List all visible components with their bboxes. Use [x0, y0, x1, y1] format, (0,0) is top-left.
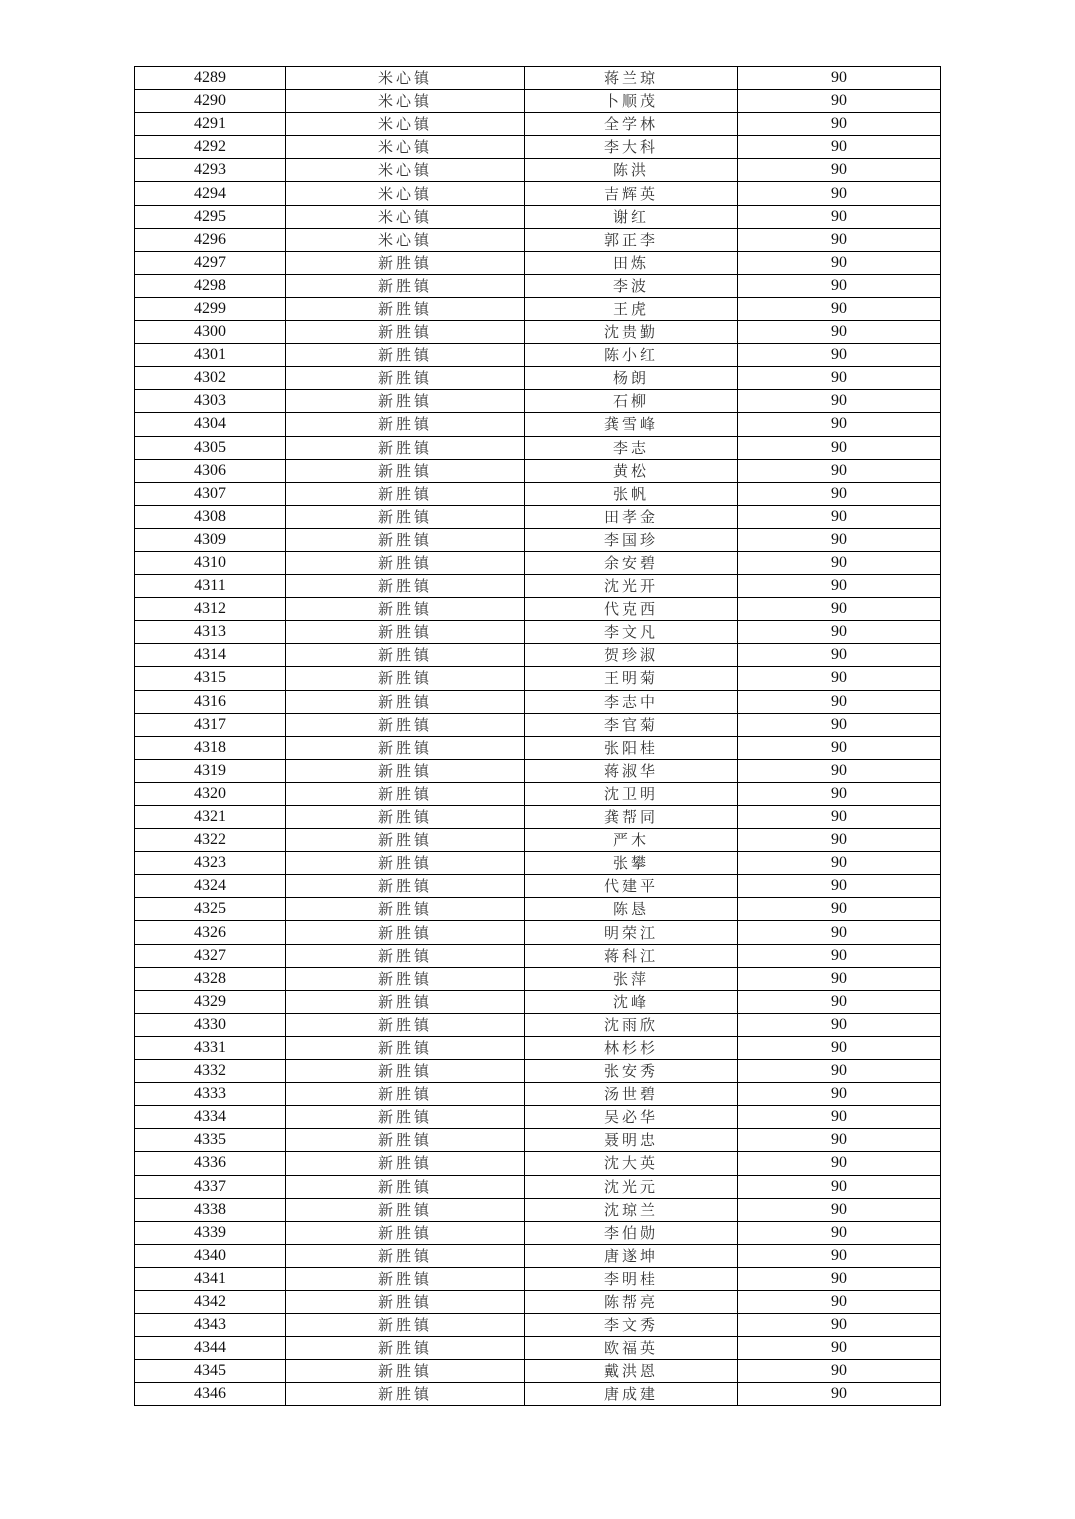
- table-row: [135, 390, 941, 413]
- score-cell: 90: [738, 113, 941, 136]
- table-row: [135, 297, 941, 320]
- row-number-cell: 4311: [135, 575, 286, 598]
- score-cell: 90: [738, 852, 941, 875]
- table-row: [135, 1060, 941, 1083]
- score-cell: 90: [738, 575, 941, 598]
- town-cell: 新胜镇: [286, 736, 525, 759]
- score-cell: 90: [738, 413, 941, 436]
- table-row: [135, 1290, 941, 1313]
- table-row: [135, 898, 941, 921]
- score-cell: 90: [738, 159, 941, 182]
- table-row: [135, 1013, 941, 1036]
- person-name-cell: 李文秀: [525, 1314, 738, 1337]
- town-cell: 米心镇: [286, 228, 525, 251]
- score-cell: 90: [738, 551, 941, 574]
- row-number-cell: 4332: [135, 1060, 286, 1083]
- town-cell: 新胜镇: [286, 575, 525, 598]
- table-row: [135, 1129, 941, 1152]
- row-number-cell: 4303: [135, 390, 286, 413]
- table-row: [135, 1360, 941, 1383]
- score-cell: 90: [738, 182, 941, 205]
- table-row: [135, 690, 941, 713]
- row-number-cell: 4322: [135, 829, 286, 852]
- score-cell: 90: [738, 367, 941, 390]
- score-cell: 90: [738, 1383, 941, 1406]
- table-row: [135, 228, 941, 251]
- person-name-cell: 李志中: [525, 690, 738, 713]
- table-row: [135, 1175, 941, 1198]
- town-cell: 新胜镇: [286, 413, 525, 436]
- table-row: [135, 1152, 941, 1175]
- town-cell: 新胜镇: [286, 1152, 525, 1175]
- row-number-cell: 4301: [135, 344, 286, 367]
- row-number-cell: 4337: [135, 1175, 286, 1198]
- row-number-cell: 4312: [135, 598, 286, 621]
- row-number-cell: 4328: [135, 967, 286, 990]
- table-row: [135, 344, 941, 367]
- row-number-cell: 4307: [135, 482, 286, 505]
- score-cell: 90: [738, 806, 941, 829]
- person-name-cell: 陈恳: [525, 898, 738, 921]
- person-name-cell: 戴洪恩: [525, 1360, 738, 1383]
- person-name-cell: 谢红: [525, 205, 738, 228]
- row-number-cell: 4334: [135, 1106, 286, 1129]
- row-number-cell: 4323: [135, 852, 286, 875]
- town-cell: 新胜镇: [286, 344, 525, 367]
- score-cell: 90: [738, 344, 941, 367]
- person-name-cell: 蒋科江: [525, 944, 738, 967]
- town-cell: 米心镇: [286, 67, 525, 90]
- score-cell: 90: [738, 1152, 941, 1175]
- row-number-cell: 4310: [135, 551, 286, 574]
- row-number-cell: 4295: [135, 205, 286, 228]
- town-cell: 新胜镇: [286, 1360, 525, 1383]
- score-cell: 90: [738, 759, 941, 782]
- score-cell: 90: [738, 1314, 941, 1337]
- person-name-cell: 代建平: [525, 875, 738, 898]
- table-row: [135, 482, 941, 505]
- row-number-cell: 4313: [135, 621, 286, 644]
- score-cell: 90: [738, 898, 941, 921]
- town-cell: 新胜镇: [286, 1337, 525, 1360]
- town-cell: 新胜镇: [286, 1106, 525, 1129]
- row-number-cell: 4339: [135, 1221, 286, 1244]
- town-cell: 米心镇: [286, 90, 525, 113]
- row-number-cell: 4325: [135, 898, 286, 921]
- person-name-cell: 黄松: [525, 459, 738, 482]
- town-cell: 新胜镇: [286, 1244, 525, 1267]
- person-name-cell: 卜顺茂: [525, 90, 738, 113]
- score-cell: 90: [738, 1106, 941, 1129]
- score-cell: 90: [738, 713, 941, 736]
- row-number-cell: 4304: [135, 413, 286, 436]
- town-cell: 新胜镇: [286, 436, 525, 459]
- row-number-cell: 4289: [135, 67, 286, 90]
- table-row: [135, 921, 941, 944]
- table-row: [135, 944, 941, 967]
- town-cell: 新胜镇: [286, 390, 525, 413]
- score-cell: 90: [738, 1060, 941, 1083]
- person-name-cell: 陈洪: [525, 159, 738, 182]
- town-cell: 新胜镇: [286, 1060, 525, 1083]
- row-number-cell: 4302: [135, 367, 286, 390]
- person-name-cell: 贺珍淑: [525, 644, 738, 667]
- table-row: [135, 875, 941, 898]
- row-number-cell: 4293: [135, 159, 286, 182]
- town-cell: 新胜镇: [286, 1290, 525, 1313]
- person-name-cell: 沈峰: [525, 990, 738, 1013]
- score-cell: 90: [738, 274, 941, 297]
- score-cell: 90: [738, 1267, 941, 1290]
- score-cell: 90: [738, 1198, 941, 1221]
- person-name-cell: 张安秀: [525, 1060, 738, 1083]
- town-cell: 新胜镇: [286, 644, 525, 667]
- person-name-cell: 陈帮亮: [525, 1290, 738, 1313]
- town-cell: 米心镇: [286, 159, 525, 182]
- score-cell: 90: [738, 967, 941, 990]
- person-name-cell: 李官菊: [525, 713, 738, 736]
- table-row: [135, 759, 941, 782]
- table-row: [135, 113, 941, 136]
- person-name-cell: 沈卫明: [525, 782, 738, 805]
- table-row: [135, 1314, 941, 1337]
- score-cell: 90: [738, 736, 941, 759]
- table-row: [135, 1106, 941, 1129]
- person-name-cell: 唐遂坤: [525, 1244, 738, 1267]
- table-row: [135, 274, 941, 297]
- score-cell: 90: [738, 829, 941, 852]
- table-row: [135, 136, 941, 159]
- table-row: [135, 159, 941, 182]
- row-number-cell: 4324: [135, 875, 286, 898]
- person-name-cell: 代克西: [525, 598, 738, 621]
- row-number-cell: 4333: [135, 1083, 286, 1106]
- town-cell: 新胜镇: [286, 759, 525, 782]
- score-cell: 90: [738, 621, 941, 644]
- score-cell: 90: [738, 228, 941, 251]
- row-number-cell: 4321: [135, 806, 286, 829]
- town-cell: 新胜镇: [286, 1036, 525, 1059]
- town-cell: 米心镇: [286, 113, 525, 136]
- table-row: [135, 182, 941, 205]
- row-number-cell: 4336: [135, 1152, 286, 1175]
- score-cell: 90: [738, 644, 941, 667]
- row-number-cell: 4326: [135, 921, 286, 944]
- score-cell: 90: [738, 205, 941, 228]
- table-row: [135, 621, 941, 644]
- score-cell: 90: [738, 782, 941, 805]
- table-row: [135, 505, 941, 528]
- score-cell: 90: [738, 1221, 941, 1244]
- town-cell: 新胜镇: [286, 1013, 525, 1036]
- person-name-cell: 余安碧: [525, 551, 738, 574]
- score-cell: 90: [738, 1083, 941, 1106]
- table-row: [135, 575, 941, 598]
- person-name-cell: 欧福英: [525, 1337, 738, 1360]
- town-cell: 新胜镇: [286, 321, 525, 344]
- row-number-cell: 4315: [135, 667, 286, 690]
- row-number-cell: 4319: [135, 759, 286, 782]
- table-row: [135, 806, 941, 829]
- town-cell: 新胜镇: [286, 1383, 525, 1406]
- row-number-cell: 4296: [135, 228, 286, 251]
- person-name-cell: 蒋兰琼: [525, 67, 738, 90]
- person-name-cell: 李文凡: [525, 621, 738, 644]
- row-number-cell: 4327: [135, 944, 286, 967]
- score-cell: 90: [738, 67, 941, 90]
- table-row: [135, 67, 941, 90]
- person-name-cell: 沈大英: [525, 1152, 738, 1175]
- row-number-cell: 4340: [135, 1244, 286, 1267]
- town-cell: 新胜镇: [286, 782, 525, 805]
- person-name-cell: 田孝金: [525, 505, 738, 528]
- table-row: [135, 990, 941, 1013]
- table-row: [135, 205, 941, 228]
- town-cell: 新胜镇: [286, 1129, 525, 1152]
- town-cell: 新胜镇: [286, 367, 525, 390]
- person-name-cell: 龚帮同: [525, 806, 738, 829]
- row-number-cell: 4335: [135, 1129, 286, 1152]
- table-row: [135, 528, 941, 551]
- person-name-cell: 王虎: [525, 297, 738, 320]
- table-row: [135, 321, 941, 344]
- town-cell: 新胜镇: [286, 690, 525, 713]
- town-cell: 新胜镇: [286, 852, 525, 875]
- row-number-cell: 4292: [135, 136, 286, 159]
- row-number-cell: 4329: [135, 990, 286, 1013]
- town-cell: 新胜镇: [286, 551, 525, 574]
- town-cell: 新胜镇: [286, 459, 525, 482]
- town-cell: 新胜镇: [286, 1175, 525, 1198]
- person-name-cell: 田炼: [525, 251, 738, 274]
- town-cell: 新胜镇: [286, 297, 525, 320]
- row-number-cell: 4300: [135, 321, 286, 344]
- table-row: [135, 1221, 941, 1244]
- person-name-cell: 杨朗: [525, 367, 738, 390]
- table-row: [135, 1337, 941, 1360]
- score-cell: 90: [738, 482, 941, 505]
- row-number-cell: 4308: [135, 505, 286, 528]
- score-cell: 90: [738, 667, 941, 690]
- table-row: [135, 1244, 941, 1267]
- person-name-cell: 明荣江: [525, 921, 738, 944]
- table-row: [135, 667, 941, 690]
- table-row: [135, 782, 941, 805]
- town-cell: 新胜镇: [286, 898, 525, 921]
- score-cell: 90: [738, 90, 941, 113]
- score-cell: 90: [738, 390, 941, 413]
- table-row: [135, 459, 941, 482]
- town-cell: 新胜镇: [286, 921, 525, 944]
- person-name-cell: 陈小红: [525, 344, 738, 367]
- table-row: [135, 644, 941, 667]
- town-cell: 新胜镇: [286, 713, 525, 736]
- town-cell: 新胜镇: [286, 251, 525, 274]
- person-name-cell: 李国珍: [525, 528, 738, 551]
- town-cell: 新胜镇: [286, 1083, 525, 1106]
- row-number-cell: 4342: [135, 1290, 286, 1313]
- person-name-cell: 汤世碧: [525, 1083, 738, 1106]
- score-cell: 90: [738, 528, 941, 551]
- score-cell: 90: [738, 1175, 941, 1198]
- score-cell: 90: [738, 1337, 941, 1360]
- table-row: [135, 829, 941, 852]
- score-cell: 90: [738, 505, 941, 528]
- row-number-cell: 4343: [135, 1314, 286, 1337]
- person-name-cell: 沈琼兰: [525, 1198, 738, 1221]
- person-name-cell: 吉辉英: [525, 182, 738, 205]
- person-name-cell: 郭正李: [525, 228, 738, 251]
- town-cell: 新胜镇: [286, 990, 525, 1013]
- town-cell: 新胜镇: [286, 598, 525, 621]
- row-number-cell: 4318: [135, 736, 286, 759]
- person-name-cell: 张阳桂: [525, 736, 738, 759]
- town-cell: 新胜镇: [286, 1198, 525, 1221]
- person-name-cell: 李大科: [525, 136, 738, 159]
- table-row: [135, 852, 941, 875]
- row-number-cell: 4344: [135, 1337, 286, 1360]
- table-row: [135, 551, 941, 574]
- score-cell: 90: [738, 921, 941, 944]
- table-row: [135, 1383, 941, 1406]
- score-cell: 90: [738, 1129, 941, 1152]
- table-row: [135, 1083, 941, 1106]
- town-cell: 新胜镇: [286, 806, 525, 829]
- row-number-cell: 4309: [135, 528, 286, 551]
- row-number-cell: 4314: [135, 644, 286, 667]
- town-cell: 新胜镇: [286, 505, 525, 528]
- row-number-cell: 4330: [135, 1013, 286, 1036]
- person-name-cell: 石柳: [525, 390, 738, 413]
- table-row: [135, 367, 941, 390]
- town-cell: 新胜镇: [286, 1267, 525, 1290]
- person-name-cell: 王明菊: [525, 667, 738, 690]
- person-name-cell: 龚雪峰: [525, 413, 738, 436]
- table-row: [135, 436, 941, 459]
- row-number-cell: 4290: [135, 90, 286, 113]
- row-number-cell: 4306: [135, 459, 286, 482]
- row-number-cell: 4338: [135, 1198, 286, 1221]
- row-number-cell: 4317: [135, 713, 286, 736]
- town-cell: 新胜镇: [286, 274, 525, 297]
- score-cell: 90: [738, 436, 941, 459]
- person-name-cell: 林杉杉: [525, 1036, 738, 1059]
- roster-table: [134, 66, 941, 1406]
- row-number-cell: 4331: [135, 1036, 286, 1059]
- person-name-cell: 张攀: [525, 852, 738, 875]
- score-cell: 90: [738, 1244, 941, 1267]
- score-cell: 90: [738, 690, 941, 713]
- table-row: [135, 736, 941, 759]
- table-row: [135, 967, 941, 990]
- score-cell: 90: [738, 1013, 941, 1036]
- score-cell: 90: [738, 990, 941, 1013]
- table-row: [135, 90, 941, 113]
- person-name-cell: 李志: [525, 436, 738, 459]
- town-cell: 新胜镇: [286, 1221, 525, 1244]
- town-cell: 新胜镇: [286, 482, 525, 505]
- person-name-cell: 沈光元: [525, 1175, 738, 1198]
- row-number-cell: 4298: [135, 274, 286, 297]
- town-cell: 新胜镇: [286, 967, 525, 990]
- town-cell: 米心镇: [286, 136, 525, 159]
- row-number-cell: 4294: [135, 182, 286, 205]
- row-number-cell: 4341: [135, 1267, 286, 1290]
- row-number-cell: 4299: [135, 297, 286, 320]
- score-cell: 90: [738, 1290, 941, 1313]
- person-name-cell: 李波: [525, 274, 738, 297]
- person-name-cell: 李伯勋: [525, 1221, 738, 1244]
- score-cell: 90: [738, 1360, 941, 1383]
- row-number-cell: 4316: [135, 690, 286, 713]
- town-cell: 新胜镇: [286, 667, 525, 690]
- table-row: [135, 598, 941, 621]
- town-cell: 新胜镇: [286, 829, 525, 852]
- score-cell: 90: [738, 944, 941, 967]
- table-row: [135, 1036, 941, 1059]
- town-cell: 米心镇: [286, 205, 525, 228]
- table-row: [135, 251, 941, 274]
- row-number-cell: 4320: [135, 782, 286, 805]
- score-cell: 90: [738, 459, 941, 482]
- person-name-cell: 蒋淑华: [525, 759, 738, 782]
- person-name-cell: 唐成建: [525, 1383, 738, 1406]
- person-name-cell: 沈贵勤: [525, 321, 738, 344]
- row-number-cell: 4297: [135, 251, 286, 274]
- person-name-cell: 全学林: [525, 113, 738, 136]
- score-cell: 90: [738, 321, 941, 344]
- score-cell: 90: [738, 1036, 941, 1059]
- town-cell: 新胜镇: [286, 875, 525, 898]
- town-cell: 米心镇: [286, 182, 525, 205]
- town-cell: 新胜镇: [286, 1314, 525, 1337]
- person-name-cell: 严木: [525, 829, 738, 852]
- score-cell: 90: [738, 875, 941, 898]
- row-number-cell: 4345: [135, 1360, 286, 1383]
- person-name-cell: 聂明忠: [525, 1129, 738, 1152]
- town-cell: 新胜镇: [286, 621, 525, 644]
- table-row: [135, 1198, 941, 1221]
- score-cell: 90: [738, 297, 941, 320]
- table-row: [135, 413, 941, 436]
- row-number-cell: 4305: [135, 436, 286, 459]
- person-name-cell: 张萍: [525, 967, 738, 990]
- score-cell: 90: [738, 136, 941, 159]
- row-number-cell: 4346: [135, 1383, 286, 1406]
- person-name-cell: 沈雨欣: [525, 1013, 738, 1036]
- score-cell: 90: [738, 251, 941, 274]
- row-number-cell: 4291: [135, 113, 286, 136]
- table-row: [135, 713, 941, 736]
- score-cell: 90: [738, 598, 941, 621]
- person-name-cell: 沈光开: [525, 575, 738, 598]
- person-name-cell: 吴必华: [525, 1106, 738, 1129]
- table-row: [135, 1267, 941, 1290]
- town-cell: 新胜镇: [286, 944, 525, 967]
- town-cell: 新胜镇: [286, 528, 525, 551]
- roster-table-body: [135, 67, 941, 1406]
- person-name-cell: 张帆: [525, 482, 738, 505]
- person-name-cell: 李明桂: [525, 1267, 738, 1290]
